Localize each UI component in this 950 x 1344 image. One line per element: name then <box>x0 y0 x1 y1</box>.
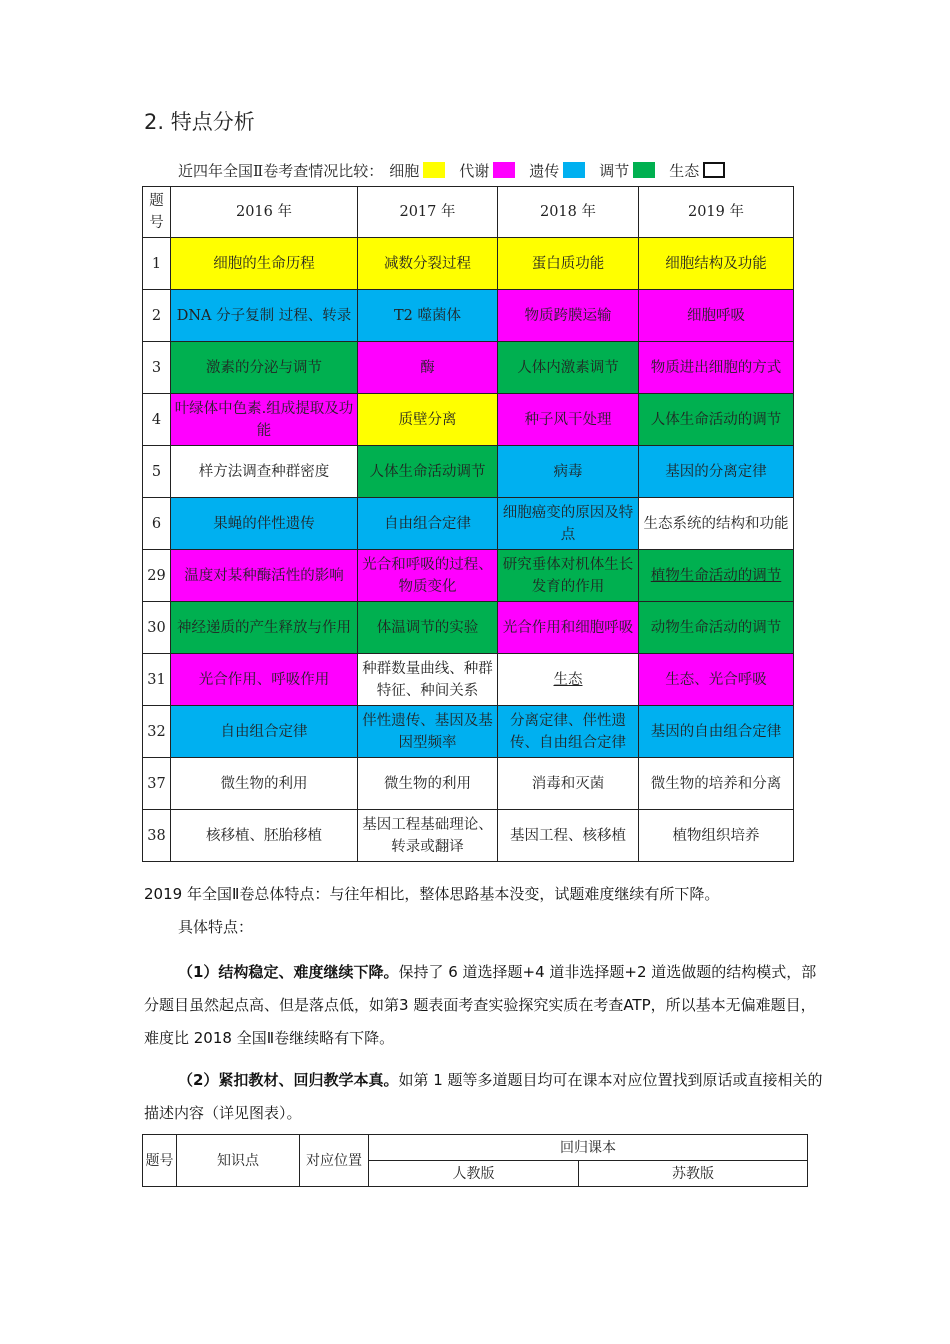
topic-cell <box>498 290 639 342</box>
topic-cell <box>358 498 498 550</box>
topic-cell <box>171 394 358 446</box>
topic-text: 伴性遗传、基因及基因型频率 <box>362 712 493 751</box>
point-1-text: 保持了 6 道选择题+4 道非选择题+2 道选做题的结构模式，部分题目虽然起点高、但是落点低，如第3 题表面考查实验探究实质在考查ATP，所以基本无偏难题目，难度比 2018 全国Ⅱ卷继续略有下降。 <box>144 963 817 1047</box>
table-header-row <box>143 187 794 238</box>
textbook-header-knowledge: 知识点 <box>177 1135 300 1187</box>
topic-text: 种群数量曲线、种群特征、种间关系 <box>362 660 493 699</box>
topic-cell <box>639 758 794 810</box>
topic-text: 果蝇的伴性遗传 <box>213 515 315 532</box>
topic-text: 光合和呼吸的过程、物质变化 <box>362 556 493 595</box>
legend-label: 生态 <box>669 161 700 180</box>
topic-text: 样方法调查种群密度 <box>198 463 330 480</box>
topic-text: 神经递质的产生释放与作用 <box>177 619 351 636</box>
topic-text: 核移植、胚胎移植 <box>206 827 322 844</box>
topic-cell <box>639 342 794 394</box>
topic-cell <box>498 342 639 394</box>
table-row <box>143 238 794 290</box>
legend-swatch <box>563 162 585 178</box>
question-number: 38 <box>143 810 171 862</box>
topic-cell <box>639 446 794 498</box>
topic-cell <box>498 238 639 290</box>
textbook-header-number: 题号 <box>143 1135 177 1187</box>
textbook-header-su: 苏教版 <box>579 1161 808 1187</box>
topic-cell <box>171 654 358 706</box>
topic-cell <box>171 810 358 862</box>
topic-cell <box>171 290 358 342</box>
topic-cell <box>498 446 639 498</box>
textbook-header-row <box>143 1135 808 1161</box>
question-number: 4 <box>143 394 171 446</box>
question-number: 6 <box>143 498 171 550</box>
topic-text: 人体生命活动的调节 <box>650 411 782 428</box>
header-question-number: 题号 <box>143 187 171 238</box>
topic-text: 人体内激素调节 <box>517 359 619 376</box>
question-number: 2 <box>143 290 171 342</box>
topic-cell <box>358 238 498 290</box>
topic-cell <box>358 550 498 602</box>
table-row <box>143 706 794 758</box>
table-row <box>143 290 794 342</box>
legend-swatch <box>423 162 445 178</box>
topic-text: 分离定律、伴性遗传、自由组合定律 <box>510 712 626 751</box>
topic-cell <box>639 290 794 342</box>
textbook-header-pep: 人教版 <box>369 1161 579 1187</box>
topic-text: 生态 <box>553 671 583 688</box>
textbook-table <box>142 1134 808 1187</box>
topic-cell <box>171 342 358 394</box>
topic-text: 自由组合定律 <box>220 723 308 740</box>
topic-cell <box>171 238 358 290</box>
topic-cell <box>498 758 639 810</box>
specific-heading: 具体特点： <box>178 918 254 936</box>
topic-text: 生态系统的结构和功能 <box>643 515 789 532</box>
topic-text: 基因工程、核移植 <box>510 827 626 844</box>
topic-cell <box>358 810 498 862</box>
legend-items <box>389 160 739 181</box>
topic-text: 物质进出细胞的方式 <box>650 359 782 376</box>
topic-cell <box>358 758 498 810</box>
table-row <box>143 498 794 550</box>
topic-cell <box>639 602 794 654</box>
topic-cell <box>498 810 639 862</box>
topic-text: 基因工程基础理论、转录或翻译 <box>362 816 493 855</box>
table-row <box>143 394 794 446</box>
topic-text: 种子风干处理 <box>524 411 612 428</box>
topic-text: 自由组合定律 <box>384 515 471 532</box>
question-number: 3 <box>143 342 171 394</box>
topic-text: 微生物的利用 <box>220 775 308 792</box>
topic-text: 质壁分离 <box>398 411 457 428</box>
topic-text: 生态、光合呼吸 <box>665 671 767 688</box>
question-number: 37 <box>143 758 171 810</box>
legend-item-metabolism <box>459 160 515 181</box>
legend-swatch <box>493 162 515 178</box>
topic-text: 细胞结构及功能 <box>665 255 767 272</box>
topic-text: 酶 <box>420 359 435 376</box>
table-row <box>143 602 794 654</box>
topic-cell <box>171 550 358 602</box>
topic-text: 消毒和灭菌 <box>531 775 605 792</box>
legend-label: 代谢 <box>459 161 490 180</box>
topic-text: 微生物的培养和分离 <box>650 775 782 792</box>
topic-cell <box>498 394 639 446</box>
topic-cell <box>498 498 639 550</box>
topic-cell <box>498 706 639 758</box>
topic-cell <box>171 446 358 498</box>
topic-cell <box>639 550 794 602</box>
topic-cell <box>171 498 358 550</box>
topic-text: 病毒 <box>553 463 583 480</box>
header-year: 2017 年 <box>358 187 498 238</box>
table-row <box>143 810 794 862</box>
header-year: 2019 年 <box>639 187 794 238</box>
point-2-title: （2）紧扣教材、回归教学本真。 <box>178 1071 399 1089</box>
topic-cell <box>639 706 794 758</box>
table-row <box>143 342 794 394</box>
textbook-header-position: 对应位置 <box>300 1135 369 1187</box>
topic-text: 光合作用和细胞呼吸 <box>502 619 634 636</box>
topic-text: 动物生命活动的调节 <box>650 619 782 636</box>
topic-text: 体温调节的实验 <box>376 619 479 636</box>
question-number: 29 <box>143 550 171 602</box>
table-body <box>143 238 794 862</box>
overall-summary: 2019 年全国Ⅱ卷总体特点：与往年相比，整体思路基本没变，试题难度继续有所下降。 <box>144 885 720 903</box>
question-number: 1 <box>143 238 171 290</box>
topic-cell <box>171 602 358 654</box>
topic-cell <box>358 394 498 446</box>
topic-text: DNA 分子复制 过程、转录 <box>176 307 352 324</box>
question-number: 30 <box>143 602 171 654</box>
topic-text: 人体生命活动调节 <box>369 463 486 480</box>
topic-cell <box>358 706 498 758</box>
question-number: 31 <box>143 654 171 706</box>
topic-text: 细胞的生命历程 <box>213 255 315 272</box>
legend-label: 遗传 <box>529 161 560 180</box>
legend-item-ecology <box>669 160 725 181</box>
topic-cell <box>358 446 498 498</box>
topic-text: 细胞呼吸 <box>687 307 745 324</box>
topic-text: 蛋白质功能 <box>531 255 605 272</box>
textbook-header-return: 回归课本 <box>369 1135 808 1161</box>
table-row <box>143 654 794 706</box>
topic-text: 微生物的利用 <box>384 775 471 792</box>
table-row <box>143 550 794 602</box>
topic-cell <box>171 706 358 758</box>
question-number: 32 <box>143 706 171 758</box>
point-1 <box>144 956 824 1055</box>
point-2 <box>144 1064 824 1130</box>
topic-text: 细胞癌变的原因及特点 <box>502 504 634 543</box>
legend-item-cell <box>389 160 445 181</box>
section-heading: 2. 特点分析 <box>144 110 255 134</box>
header-year: 2016 年 <box>171 187 358 238</box>
topic-cell <box>498 654 639 706</box>
legend-label: 调节 <box>599 161 630 180</box>
point-1-title: （1）结构稳定、难度继续下降。 <box>178 963 399 981</box>
point-2-text: 如第 1 题等多道题目均可在课本对应位置找到原话或直接相关的描述内容（详见图表）。 <box>144 1071 823 1122</box>
topic-cell <box>639 394 794 446</box>
topic-cell <box>639 238 794 290</box>
topic-cell <box>639 498 794 550</box>
topic-text: 激素的分泌与调节 <box>206 359 322 376</box>
legend-label: 细胞 <box>389 161 420 180</box>
topic-cell <box>639 810 794 862</box>
topic-cell <box>358 602 498 654</box>
topic-text: 植物组织培养 <box>672 827 760 844</box>
color-legend <box>178 156 739 184</box>
comparison-table <box>142 186 794 862</box>
header-year: 2018 年 <box>498 187 639 238</box>
legend-item-regulation <box>599 160 655 181</box>
topic-text: 基因的分离定律 <box>665 463 767 480</box>
question-number: 5 <box>143 446 171 498</box>
topic-text: 光合作用、呼吸作用 <box>198 671 330 688</box>
legend-swatch <box>703 162 725 178</box>
topic-cell <box>358 654 498 706</box>
topic-cell <box>639 654 794 706</box>
topic-cell <box>498 550 639 602</box>
topic-text: 叶绿体中色素.组成提取及功能 <box>174 400 354 439</box>
topic-text: 植物生命活动的调节 <box>650 567 782 584</box>
legend-intro: 近四年全国Ⅱ卷考查情况比较： <box>178 161 384 180</box>
topic-cell <box>358 290 498 342</box>
table-row <box>143 758 794 810</box>
topic-text: 减数分裂过程 <box>384 255 471 272</box>
topic-text: 基因的自由组合定律 <box>650 723 782 740</box>
topic-text: 研究垂体对机体生长发育的作用 <box>502 556 634 595</box>
table-row <box>143 446 794 498</box>
topic-text: T2 噬菌体 <box>393 307 461 324</box>
legend-swatch <box>633 162 655 178</box>
topic-cell <box>498 602 639 654</box>
topic-cell <box>171 758 358 810</box>
legend-item-genetics <box>529 160 585 181</box>
topic-cell <box>358 342 498 394</box>
topic-text: 温度对某种酶活性的影响 <box>184 567 344 584</box>
topic-text: 物质跨膜运输 <box>524 307 612 324</box>
